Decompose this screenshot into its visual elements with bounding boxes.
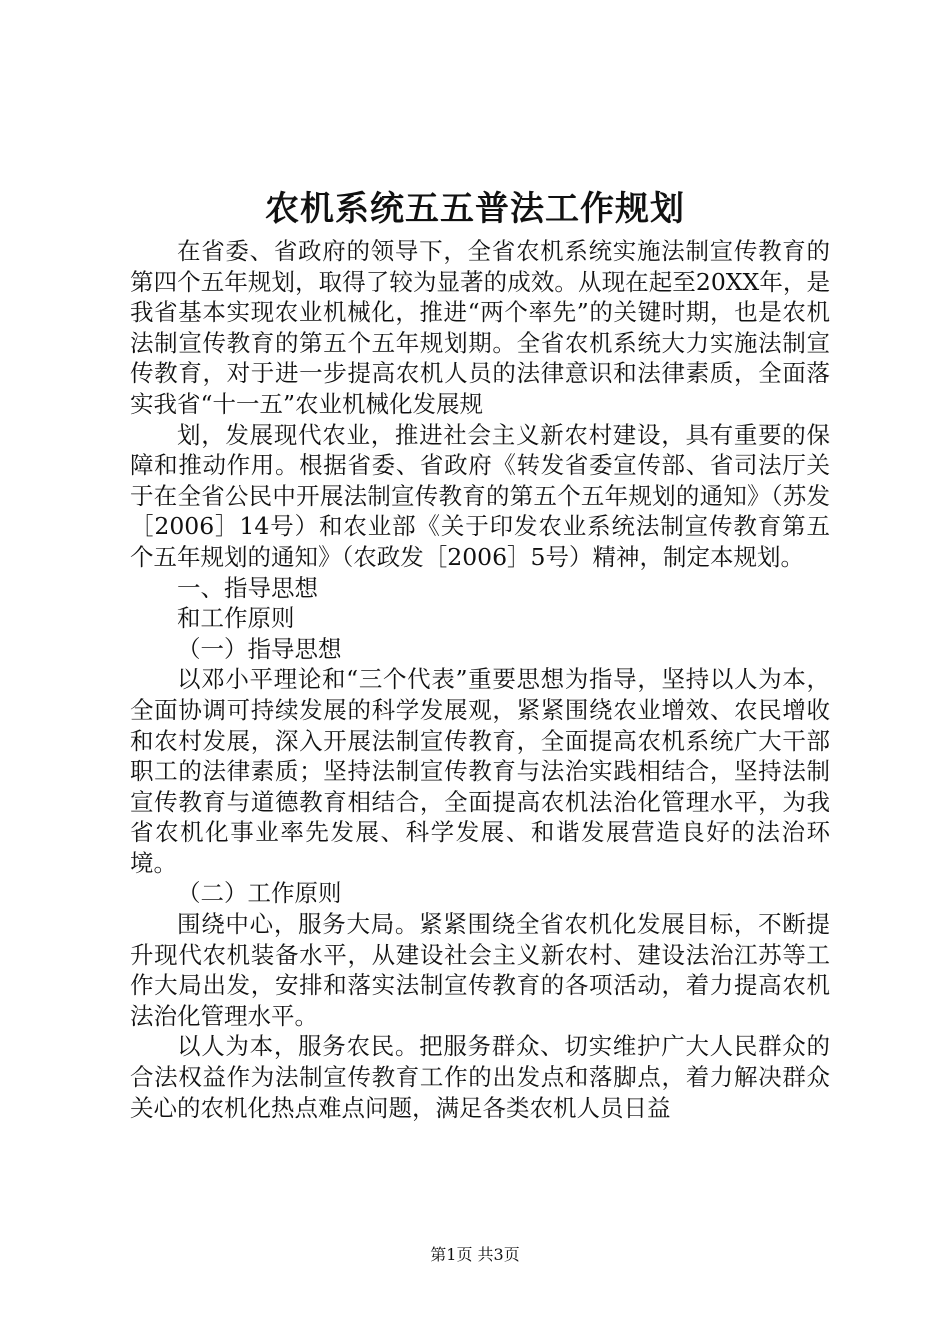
document-body	[130, 236, 830, 1123]
section-heading-continuation: 和工作原则	[177, 604, 295, 633]
paragraph: 划，发展现代农业，推进社会主义新农村建设，具有重要的保障和推动作用。根据省委、省政府《转发省委宣传部、省司法厅关于在全省公民中开展法制宣传教育的第五个五年规划的通知》（苏发［2006］14号）和农业部《关于印发农业系统法制宣传教育第五个五年规划的通知》（农政发［2006］5号）精神，制定本规划。	[130, 420, 830, 571]
paragraph: 在省委、省政府的领导下，全省农机系统实施法制宣传教育的第四个五年规划，取得了较为显著的成效。从现在起至20XX年，是我省基本实现农业机械化，推进“两个率先”的关键时期，也是农机法制宣传教育的第五个五年规划期。全省农机系统大力实施法制宣传教育，对于进一步提高农机人员的法律意识和法律素质，全面落实我省“十一五”农业机械化发展规	[130, 237, 830, 418]
page-number-footer: 第1页 共3页	[430, 1245, 520, 1264]
paragraph: 以人为本，服务农民。把服务群众、切实维护广大人民群众的合法权益作为法制宣传教育工作的出发点和落脚点，着力解决群众关心的农机化热点难点问题，满足各类农机人员日益	[130, 1032, 830, 1122]
subsection-heading: （二）工作原则	[177, 879, 342, 908]
document-title: 农机系统五五普法工作规划	[265, 189, 685, 229]
paragraph: 以邓小平理论和“三个代表”重要思想为指导，坚持以人为本，全面协调可持续发展的科学发展观，紧紧围绕农业增效、农民增收和农村发展，深入开展法制宣传教育，全面提高农机系统广大干部职工的法律素质；坚持法制宣传教育与法治实践相结合，坚持法制宣传教育与道德教育相结合，全面提高农机法治化管理水平，为我省农机化事业率先发展、科学发展、和谐发展营造良好的法治环境。	[130, 665, 830, 877]
subsection-heading: （一）指导思想	[177, 634, 342, 663]
paragraph: 围绕中心，服务大局。紧紧围绕全省农机化发展目标，不断提升现代农机装备水平，从建设社会主义新农村、建设法治江苏等工作大局出发，安排和落实法制宣传教育的各项活动，着力提高农机法治化管理水平。	[130, 910, 830, 1030]
section-heading: 一、指导思想	[177, 573, 318, 602]
